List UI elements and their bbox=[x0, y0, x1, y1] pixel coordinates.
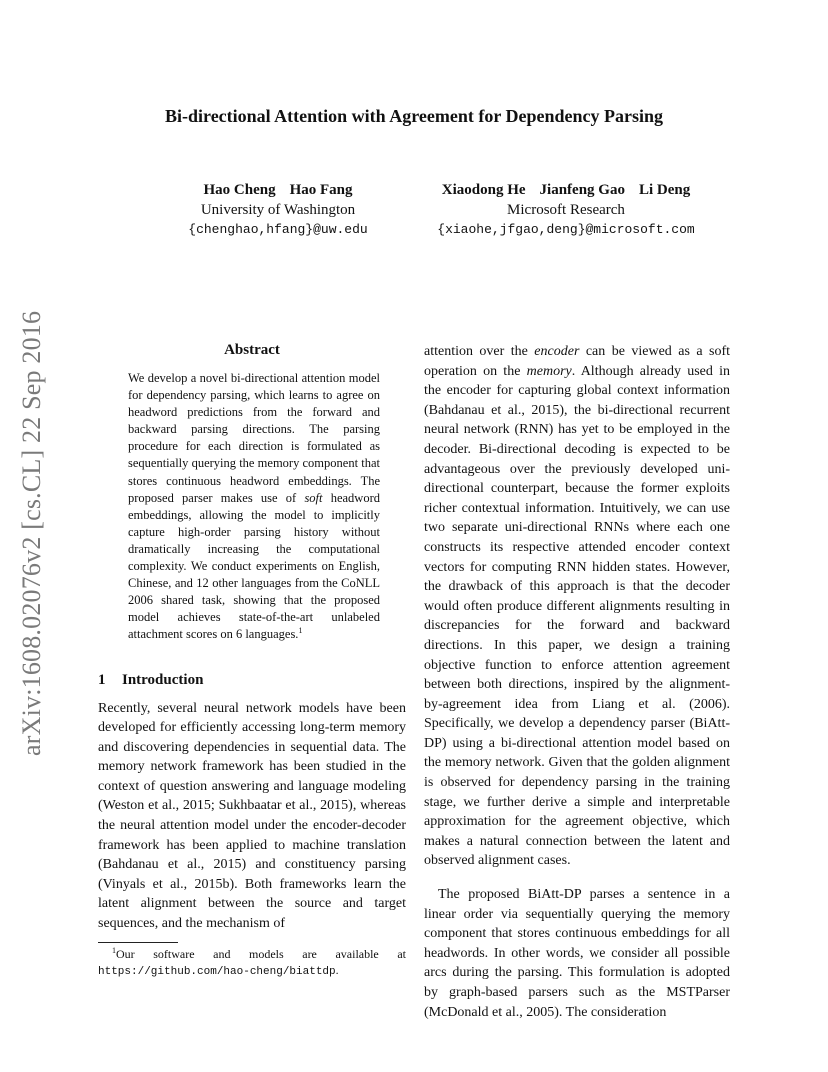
institution-name: University of Washington bbox=[200, 202, 356, 218]
abstract-text: We develop a novel bi-directional attention model for dependency parsing, which learns to agree on headword predictions from the forward and backward parsing directions. The parsing procedure for each direction is formulated as sequentially querying the memory component that stores continuous headword embeddings. The proposed parser makes use of soft headword embeddings, allowing the model to implicitly capture high-order parsing history without dramatically increasing the computational complexity. We conduct experiments on English, Chinese, and 12 other languages from the CoNLL 2006 shared task, showing that the proposed model achieves state-of-the-art unlabeled attachment scores on 6 languages.$^1$ bbox=[128, 371, 380, 642]
footnote-mark[interactable]: 1 bbox=[298, 626, 303, 636]
right-column bbox=[424, 342, 730, 1022]
section-heading-introduction bbox=[98, 670, 406, 690]
arxiv-stamp-text: arXiv:1608.02076v2 [cs.CL] 22 Sep 2016 bbox=[17, 310, 46, 756]
affiliation-microsoft bbox=[400, 180, 732, 240]
footnote: $^1$Our software and models are available at https://github.com/hao-cheng/biattdp. bbox=[98, 946, 406, 978]
paper-title: Bi-directional Attention with Agreement for Dependency Parsing bbox=[165, 106, 663, 126]
footnote-divider bbox=[98, 942, 178, 943]
author-names bbox=[170, 180, 386, 200]
emphasis-memory: memory bbox=[526, 363, 572, 379]
arxiv-stamp bbox=[10, 290, 50, 760]
author-email: {chenghao,hfang}@uw.edu bbox=[188, 222, 368, 237]
intro-paragraph-continued: attention over the encoder can be viewed as a soft operation on the memory. Although already used in the encoder for capturing global context information (Bahdanau et al., 2015), the bi-directional recurrent neural network (RNN) has yet to be employed in the decoder. Bi-directional decoding is expected to be advantageous over the previously developed uni-directional counterpart, because the former exploits richer contextual information. Intuitively, we can use two separate uni-directional RNNs where each one constructs its respective attended encoder context vectors for computing RNN hidden states. However, the drawback of this approach is that the decoder would often produce different alignments resulting in discrepancies for the forward and backward directions. In this paper, we design a training objective function to enforce attention agreement between both directions, inspired by the alignment-by-agreement idea from Liang et al. (2006). Specifically, we develop a dependency parser (BiAtt-DP) using a bi-directional attention model based on the memory network. Given that the golden alignment is observed for dependency parsing in the training stage, we further derive a simple and interpretable approximation for the agreement objective, which makes a natural connection between the latent and observed alignment cases. bbox=[424, 344, 730, 869]
footnote-url-link[interactable]: https://github.com/hao-cheng/biattdp bbox=[98, 966, 336, 978]
affiliation-uw bbox=[170, 180, 386, 240]
abstract-heading: Abstract bbox=[224, 342, 280, 358]
section-title: Introduction bbox=[122, 671, 204, 688]
intro-paragraph-biatt: The proposed BiAtt-DP parses a sentence in a linear order via sequentially querying the memory component that stores continuous embeddings for all headwords. In other words, we consider all possible arcs during the parsing. This formulation is adopted by graph-based parsers such as the MSTParser (McDonald et al., 2005). The consideration bbox=[424, 887, 730, 1020]
intro-paragraph-left: Recently, several neural network models have been developed for efficiently accessing long-term memory and discovering dependencies in sequential data. The memory network framework has been studied in the context of question answering and language modeling (Weston et al., 2015; Sukhbaatar et al., 2015), whereas the neural attention model under the encoder-decoder framework has been applied to machine translation (Bahdanau et al., 2015) and constituency parsing (Vinyals et al., 2015b). Both frameworks learn the latent alignment between the source and target sequences, and the mechanism of bbox=[98, 700, 406, 932]
author-name: Jianfeng Gao bbox=[539, 182, 625, 198]
author-name: Li Deng bbox=[638, 182, 691, 198]
institution-name: Microsoft Research bbox=[507, 202, 625, 218]
footnote-number: 1 bbox=[112, 946, 116, 955]
author-email: {xiaohe,jfgao,deng}@microsoft.com bbox=[437, 222, 695, 237]
footnote-text: Our software and models are available at bbox=[116, 947, 406, 961]
author-names bbox=[400, 180, 732, 200]
author-name: Xiaodong He bbox=[441, 182, 526, 198]
emphasis-soft: soft bbox=[304, 490, 323, 505]
left-column bbox=[98, 340, 406, 934]
emphasis-encoder: encoder bbox=[534, 344, 580, 359]
author-name: Hao Cheng bbox=[203, 182, 276, 198]
section-number: 1 bbox=[98, 671, 106, 688]
author-name: Hao Fang bbox=[289, 182, 353, 198]
